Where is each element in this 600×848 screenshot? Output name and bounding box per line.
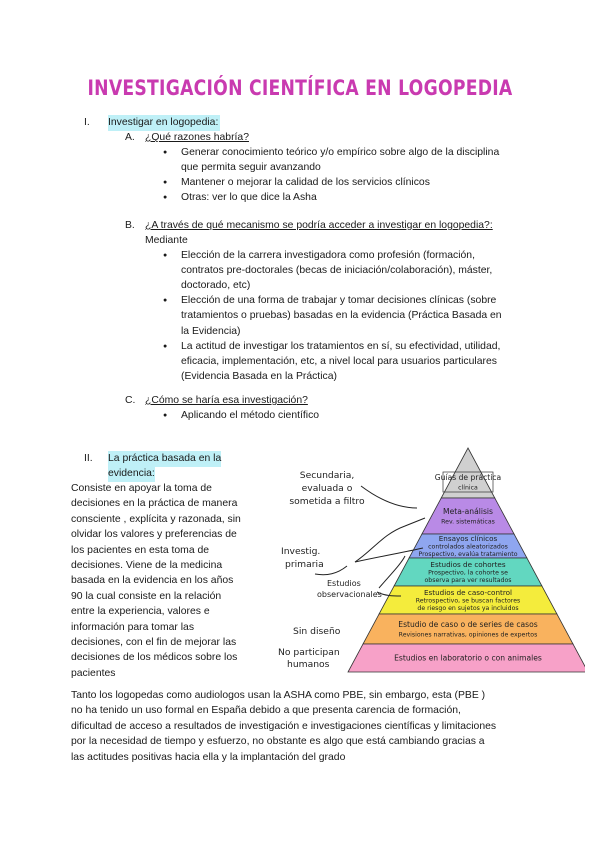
a-bullet-text: Generar conocimiento teórico y/o empírico sobre algo de la disciplina [181,147,500,158]
pyramid-level-5-text: Retrospectivo, se buscan factores [415,597,521,605]
label-secundaria-2: evaluada o [301,483,353,494]
subsection-a-question: ¿Qué razones habría? [145,132,249,143]
pyramid-level-3-text: Prospectivo, evalúa tratamiento [418,551,518,559]
connector-secundaria [361,486,417,508]
a-bullet-dot: ● [163,149,168,156]
pyramid-level-7-text: Estudios en laboratorio o con animales [394,653,542,663]
pyramid-level-2-text: Meta-análisis [443,506,493,516]
pyramid-level-4-text: Estudios de cohortes [430,560,506,569]
section-2-body-line: basada en la evidencia en los años [71,575,234,587]
subsection-b-letter: B. [125,220,135,231]
b-bullet-text: La actitud de investigar los tratamientos en sí, su efectividad, utilidad, [181,340,501,352]
section-2-body-line: decisiones. Viene de la medicina [71,560,223,571]
pyramid-level-3-text: controlados aleatorizados [428,543,508,551]
a-bullet-dot: ● [163,194,168,202]
pyramid-level-3-text: Ensayos clínicos [438,534,498,543]
pyramid-level-5-text: de riesgo en sujetos ya incluidos [417,605,519,613]
pyramid-level-6-text: Revisiones narrativas, opiniones de expertos [398,631,538,639]
pyramid-level-6-text: Estudio de caso o de series de casos [398,619,538,629]
pyramid-level-1-text: Guías de práctica [434,472,502,482]
footer-line: Tanto los logopedas como audiologos usan la ASHA como PBE, sin embargo, esta (PBE ) [71,690,486,701]
section-2-body-line: pacientes [71,667,116,679]
subsection-b-question: ¿A través de qué mecanismo se podría acceder a investigar en logopedia?: [145,220,493,231]
b-bullet-text: contratos pre-doctorales (becas de iniciación/colaboración), máster, [181,265,493,277]
b-bullet-text: la Evidencia) [181,325,241,337]
a-bullet-dot: ● [163,179,168,187]
section-1-numeral: I. [84,117,90,128]
subsection-c-question: ¿Cómo se haría esa investigación? [145,395,308,406]
subsection-a-letter: A. [125,132,135,143]
b-bullet-text: tratamientos o pruebas) basadas en la evidencia (Práctica Basada en [181,310,502,322]
b-bullet-dot: ● [163,252,168,259]
pyramid-level-4-text: Prospectivo, la cohorte se [428,569,508,577]
pyramid-level-4-text: observa para ver resultados [424,577,512,585]
label-no-participan-1: No participan [278,647,340,658]
pyramid-level-6 [363,614,573,644]
a-bullet-text: que permita seguir avanzando [181,162,321,174]
footer-line: no ha tenido un uso formal en España debido a que presenta carencia de formación, [71,705,461,717]
footer-line: las actitudes positivas hacia ella y la implantación del grado [71,751,346,763]
a-bullet-text: Otras: ver lo que dice la Asha [181,192,317,204]
section-2-numeral: II. [84,453,93,464]
c-bullet-dot: ● [163,412,168,419]
label-observacionales-2: observacionales [317,590,382,599]
section-2-body-line: decisiones de los médicos sobre los [71,652,238,664]
label-primaria-2: primaria [285,559,324,570]
pyramid-level-5-text: Estudios de caso-control [423,588,513,597]
label-primaria-1: Investig. [281,546,321,557]
c-bullet-text: Aplicando el método científico [181,410,320,421]
b-bullet-text: (Evidencia Basada en la Práctica) [181,370,337,382]
subsection-c-letter: C. [125,395,136,406]
section-2-heading-line-1: La práctica basada en la [108,451,221,467]
b-bullet-text: Elección de una forma de trabajar y tomar decisiones clínicas (sobre [181,295,497,307]
section-2-body-line: Consiste en apoyar la toma de [71,483,212,494]
section-2-body-line: olvidar los valores y preferencias de [71,529,237,541]
b-bullet-text: Elección de la carrera investigadora como profesión (formación, [181,250,475,261]
pyramid-level-2-text: Rev. sistemáticas [441,518,495,526]
section-2-body-line: 90 la cual consiste en la relación [71,590,222,602]
section-2-body-line: entre la experiencia, valores e [71,606,210,618]
section-2-body-line: los pacientes en esta toma de [71,544,210,556]
b-bullet-text: doctorado, etc) [181,280,251,292]
section-2-body-line: decisiones en la práctica de manera [71,498,238,510]
section-1-heading: Investigar en logopedia: [108,115,220,131]
section-2-body-line: información para tomar las [71,621,195,633]
section-2-body-line: consciente , explícita y razonada, sin [71,513,241,525]
b-bullet-dot: ● [163,297,168,305]
b-bullet-text: eficacia, implementación, etc, a nivel local para usuarios particulares [181,355,497,367]
label-secundaria-1: Secundaria, [299,470,355,481]
page-title: INVESTIGACIÓN CIENTÍFICA EN LOGOPEDIA [87,76,513,100]
evidence-pyramid-diagram [275,438,585,678]
section-2-heading-line-2: evidencia: [108,466,155,482]
a-bullet-text: Mantener o mejorar la calidad de los servicios clínicos [181,177,430,189]
footer-line: por la necesidad de tiempo y esfuerzo, no obstante es algo que está cambiando gracias a [71,736,485,748]
subsection-b-intro: Mediante [145,235,188,246]
label-secundaria-3: sometida a filtro [289,496,365,507]
section-2-body-line: decisiones, con el fin de mejorar las [71,637,237,648]
footer-line: dificultad de acceso a resultados de investigación e investigaciones científicas y limitaciones [71,720,497,732]
pyramid-level-2 [422,498,514,534]
pyramid-level-1-text: clínica [458,484,478,492]
b-bullet-dot: ● [163,342,168,350]
label-observacionales-1: Estudios [327,579,361,588]
label-sin-diseno: Sin diseño [293,626,341,637]
label-no-participan-2: humanos [287,659,330,670]
